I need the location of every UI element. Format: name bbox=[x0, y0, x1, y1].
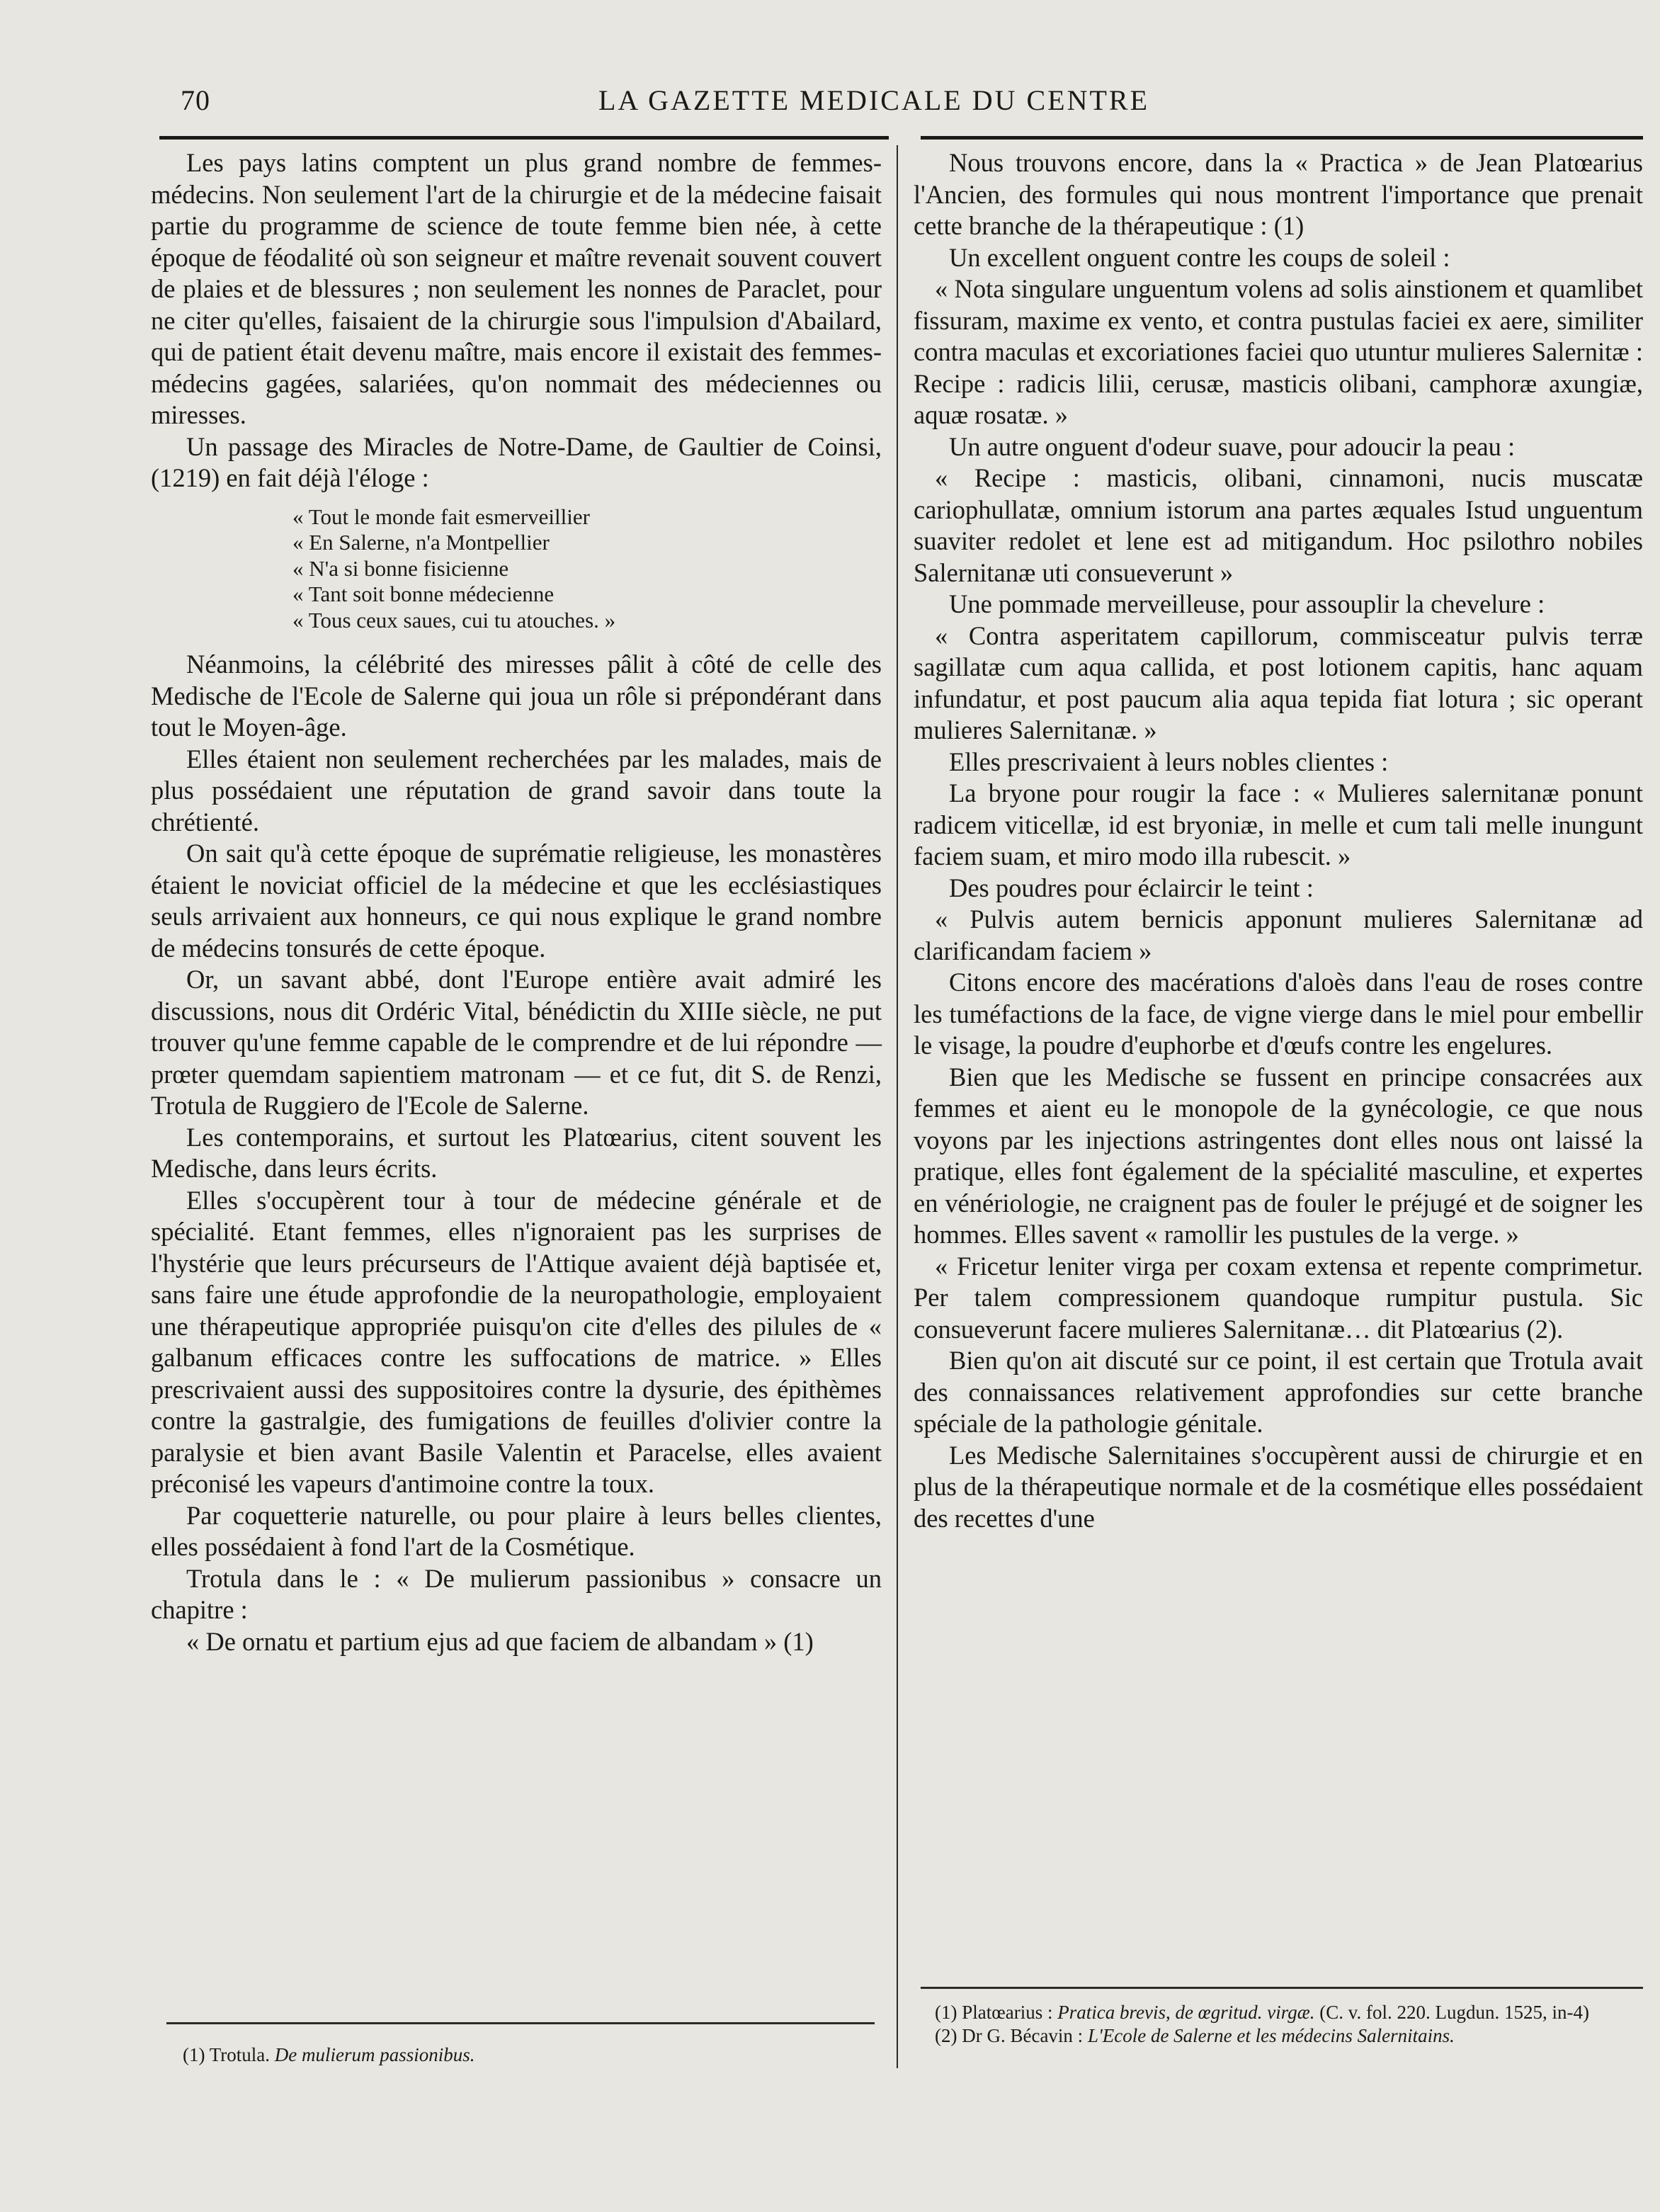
footnote-title: L'Ecole de Salerne et les médecins Salernitains. bbox=[1087, 2025, 1455, 2046]
paragraph: Elles prescrivaient à leurs nobles clientes : bbox=[949, 747, 1389, 776]
paragraph: Elles étaient non seulement recherchées par les malades, mais de plus possédaient une réputation de grand savoir dans toute la chrétienté. bbox=[151, 744, 882, 836]
footnote-left bbox=[183, 2043, 877, 2067]
header-rule-right bbox=[921, 136, 1643, 140]
header-rule-left bbox=[159, 136, 889, 140]
right-column bbox=[914, 147, 1643, 1534]
latin-quote: « Recipe : masticis, olibani, cinnamoni, nucis muscatæ cariophullatæ, omnium istorum ana partes æquales Istud unguentum suaviter redolet et lene est ad mitigandum. Hoc psilothro nobiles Salernitanæ uti consueverunt » bbox=[914, 463, 1643, 587]
quoted-poem bbox=[151, 504, 882, 634]
footnote-rule-right bbox=[921, 1987, 1643, 1989]
paragraph: Or, un savant abbé, dont l'Europe entière avait admiré les discussions, nous dit Ordéric Vital, bénédictin du XIIIe siècle, ne put trouver qu'une femme capable de le comprendre et de lui répondre — prœter quemdam sapientiem matronam — et ce fut, dit S. de Renzi, Trotula de Ruggiero de l'Ecole de Salerne. bbox=[151, 965, 882, 1120]
left-column bbox=[151, 147, 882, 1657]
footnote-title: Pratica brevis, de œgritud. virgæ. bbox=[1057, 2002, 1315, 2023]
paragraph: La bryone pour rougir la face : « Mulieres salernitanæ ponunt radicem viticellæ, id est bryoniæ, in melle et cum tali melle inungunt faciem suam, et miro modo illa rubescit. » bbox=[914, 778, 1643, 870]
running-title: LA GAZETTE MEDICALE DU CENTRE bbox=[598, 84, 1150, 116]
footnotes-right bbox=[935, 2001, 1636, 2048]
latin-quote: « Contra asperitatem capillorum, commisceatur pulvis terræ sagillatæ cum aqua callida, et post lotionem capitis, hanc aquam infundatur, et post paucum alia aqua tepida fiat lotura ; sic operant mulieres Salernitanæ. » bbox=[914, 620, 1643, 744]
paragraph: On sait qu'à cette époque de suprématie religieuse, les monastères étaient le noviciat officiel de la médecine et que les ecclésiastiques seuls arrivaient aux honneurs, ce qui nous explique le grand nombre de médecins tonsurés de cette époque. bbox=[151, 839, 882, 963]
footnote-number: (2) Dr G. Bécavin : bbox=[935, 2025, 1084, 2046]
latin-quote: « Pulvis autem bernicis apponunt mulieres Salernitanæ ad clarificandam faciem » bbox=[914, 904, 1643, 965]
footnote-1 bbox=[935, 2001, 1636, 2024]
paragraph: Des poudres pour éclaircir le teint : bbox=[949, 873, 1314, 902]
poem-line: « N'a si bonne fisicienne bbox=[292, 555, 509, 581]
paragraph: Un passage des Miracles de Notre-Dame, de Gaultier de Coinsi, (1219) en fait déjà l'éloge : bbox=[151, 431, 882, 492]
footnote-number: (1) Trotula. bbox=[183, 2044, 271, 2065]
footnote-rule-left bbox=[166, 2022, 875, 2024]
paragraph: Nous trouvons encore, dans la « Practica » de Jean Platœarius l'Ancien, des formules qui nous montrent l'importance que prenait cette branche de la thérapeutique : (1) bbox=[914, 148, 1643, 240]
latin-quote: « Nota singulare unguentum volens ad solis ainstionem et quamlibet fissuram, maxime ex vento, et contra pustulas faciei ex aere, similiter contra maculas et excoriationes faciei quo utuntur mulieres Salernitæ : Recipe : radicis lilii, cerusæ, masticis olibani, camphoræ axungiæ, aquæ rosatæ. » bbox=[914, 274, 1643, 429]
page-number: 70 bbox=[181, 84, 210, 116]
latin-quote: « Fricetur leniter virga per coxam extensa et repente comprimetur. Per talem compressionem quandoque rumpitur pustula. Sic consueverunt facere mulieres Salernitanæ… dit Platœarius (2). bbox=[914, 1251, 1643, 1344]
paragraph: Elles s'occupèrent tour à tour de médecine générale et de spécialité. Etant femmes, elles n'ignoraient pas les surprises de l'hystérie que leurs précurseurs de l'Attique avaient déjà baptisée et, sans faire une étude approfondie de la neuropathologie, employaient une thérapeutique appropriée puisqu'on cite d'elles des pilules de « galbanum efficaces contre les suffocations de matrice. » Elles prescrivaient aussi des suppositoires contre la dysurie, des épithèmes contre la gastralgie, des fumigations de feuilles d'olivier contre la paralysie et bien avant Basile Valentin et Paracelse, elles avaient préconisé les vapeurs d'antimoine contre la toux. bbox=[151, 1185, 882, 1498]
paragraph: Néanmoins, la célébrité des miresses pâlit à côté de celle des Medische de l'Ecole de Salerne qui joua un rôle si prépondérant dans tout le Moyen-âge. bbox=[151, 650, 882, 742]
footnote-title: De mulierum passionibus. bbox=[274, 2044, 475, 2065]
poem-line: « En Salerne, n'a Montpellier bbox=[292, 530, 550, 555]
column-divider bbox=[897, 145, 898, 2068]
poem-line: « Tant soit bonne médecienne bbox=[292, 582, 555, 606]
page-header bbox=[181, 84, 1632, 126]
paragraph: Bien qu'on ait discuté sur ce point, il est certain que Trotula avait des connaissances relativement approfondies sur cette branche spéciale de la pathologie génitale. bbox=[914, 1346, 1643, 1438]
paragraph: Trotula dans le : « De mulierum passionibus » consacre un chapitre : bbox=[151, 1563, 882, 1624]
paragraph: Un excellent onguent contre les coups de soleil : bbox=[949, 242, 1450, 272]
paragraph: Les contemporains, et surtout les Platœarius, citent souvent les Medische, dans leurs écrits. bbox=[151, 1122, 882, 1183]
paragraph: Bien que les Medische se fussent en principe consacrées aux femmes et aient eu le monopole de la gynécologie, ce que nous voyons par les injections astringentes dont elles nous ont laissé la pratique, elles font également de la spécialité masculine, et expertes en vénériologie, ne craignent pas de fouler le préjugé et de soigner les hommes. Elles savent « ramollir les pustules de la verge. » bbox=[914, 1062, 1643, 1249]
footnote-number: (1) Platœarius : bbox=[935, 2002, 1053, 2023]
paragraph: Citons encore des macérations d'aloès dans l'eau de roses contre les tuméfactions de la face, de vigne vierge dans le miel pour embellir le visage, la poudre d'euphorbe et d'œufs contre les engelures. bbox=[914, 968, 1643, 1060]
paragraph: Par coquetterie naturelle, ou pour plaire à leurs belles clientes, elles possédaient à fond l'art de la Cosmétique. bbox=[151, 1500, 882, 1561]
footnote-2 bbox=[935, 2024, 1636, 2048]
paragraph: Une pommade merveilleuse, pour assouplir la chevelure : bbox=[949, 589, 1545, 618]
poem-line: « Tous ceux saues, cui tu atouches. » bbox=[292, 607, 616, 633]
paragraph: Les Medische Salernitaines s'occupèrent aussi de chirurgie et en plus de la thérapeutique normale et de la cosmétique elles possédaient des recettes d'une bbox=[914, 1440, 1643, 1533]
paragraph: Les pays latins comptent un plus grand nombre de femmes-médecins. Non seulement l'art de la chirurgie et de la médecine faisait partie du programme de science de toute femme bien née, à cette époque de féodalité où son seigneur et maître revenait souvent couvert de plaies et de blessures ; non seulement les nonnes de Paraclet, pour ne citer qu'elles, faisaient de la chirurgie sous l'impulsion d'Abailard, qui de patient était devenu maître, mais encore il existait des femmes-médecins gagées, salariées, qu'on nommait des médeciennes ou miresses. bbox=[151, 148, 882, 429]
paragraph: Un autre onguent d'odeur suave, pour adoucir la peau : bbox=[949, 431, 1516, 461]
footnote-detail: (C. v. fol. 220. Lugdun. 1525, in-4) bbox=[1319, 2002, 1589, 2023]
poem-line: « Tout le monde fait esmerveillier bbox=[292, 504, 590, 529]
paragraph: « De ornatu et partium ejus ad que faciem de albandam » (1) bbox=[186, 1626, 814, 1656]
